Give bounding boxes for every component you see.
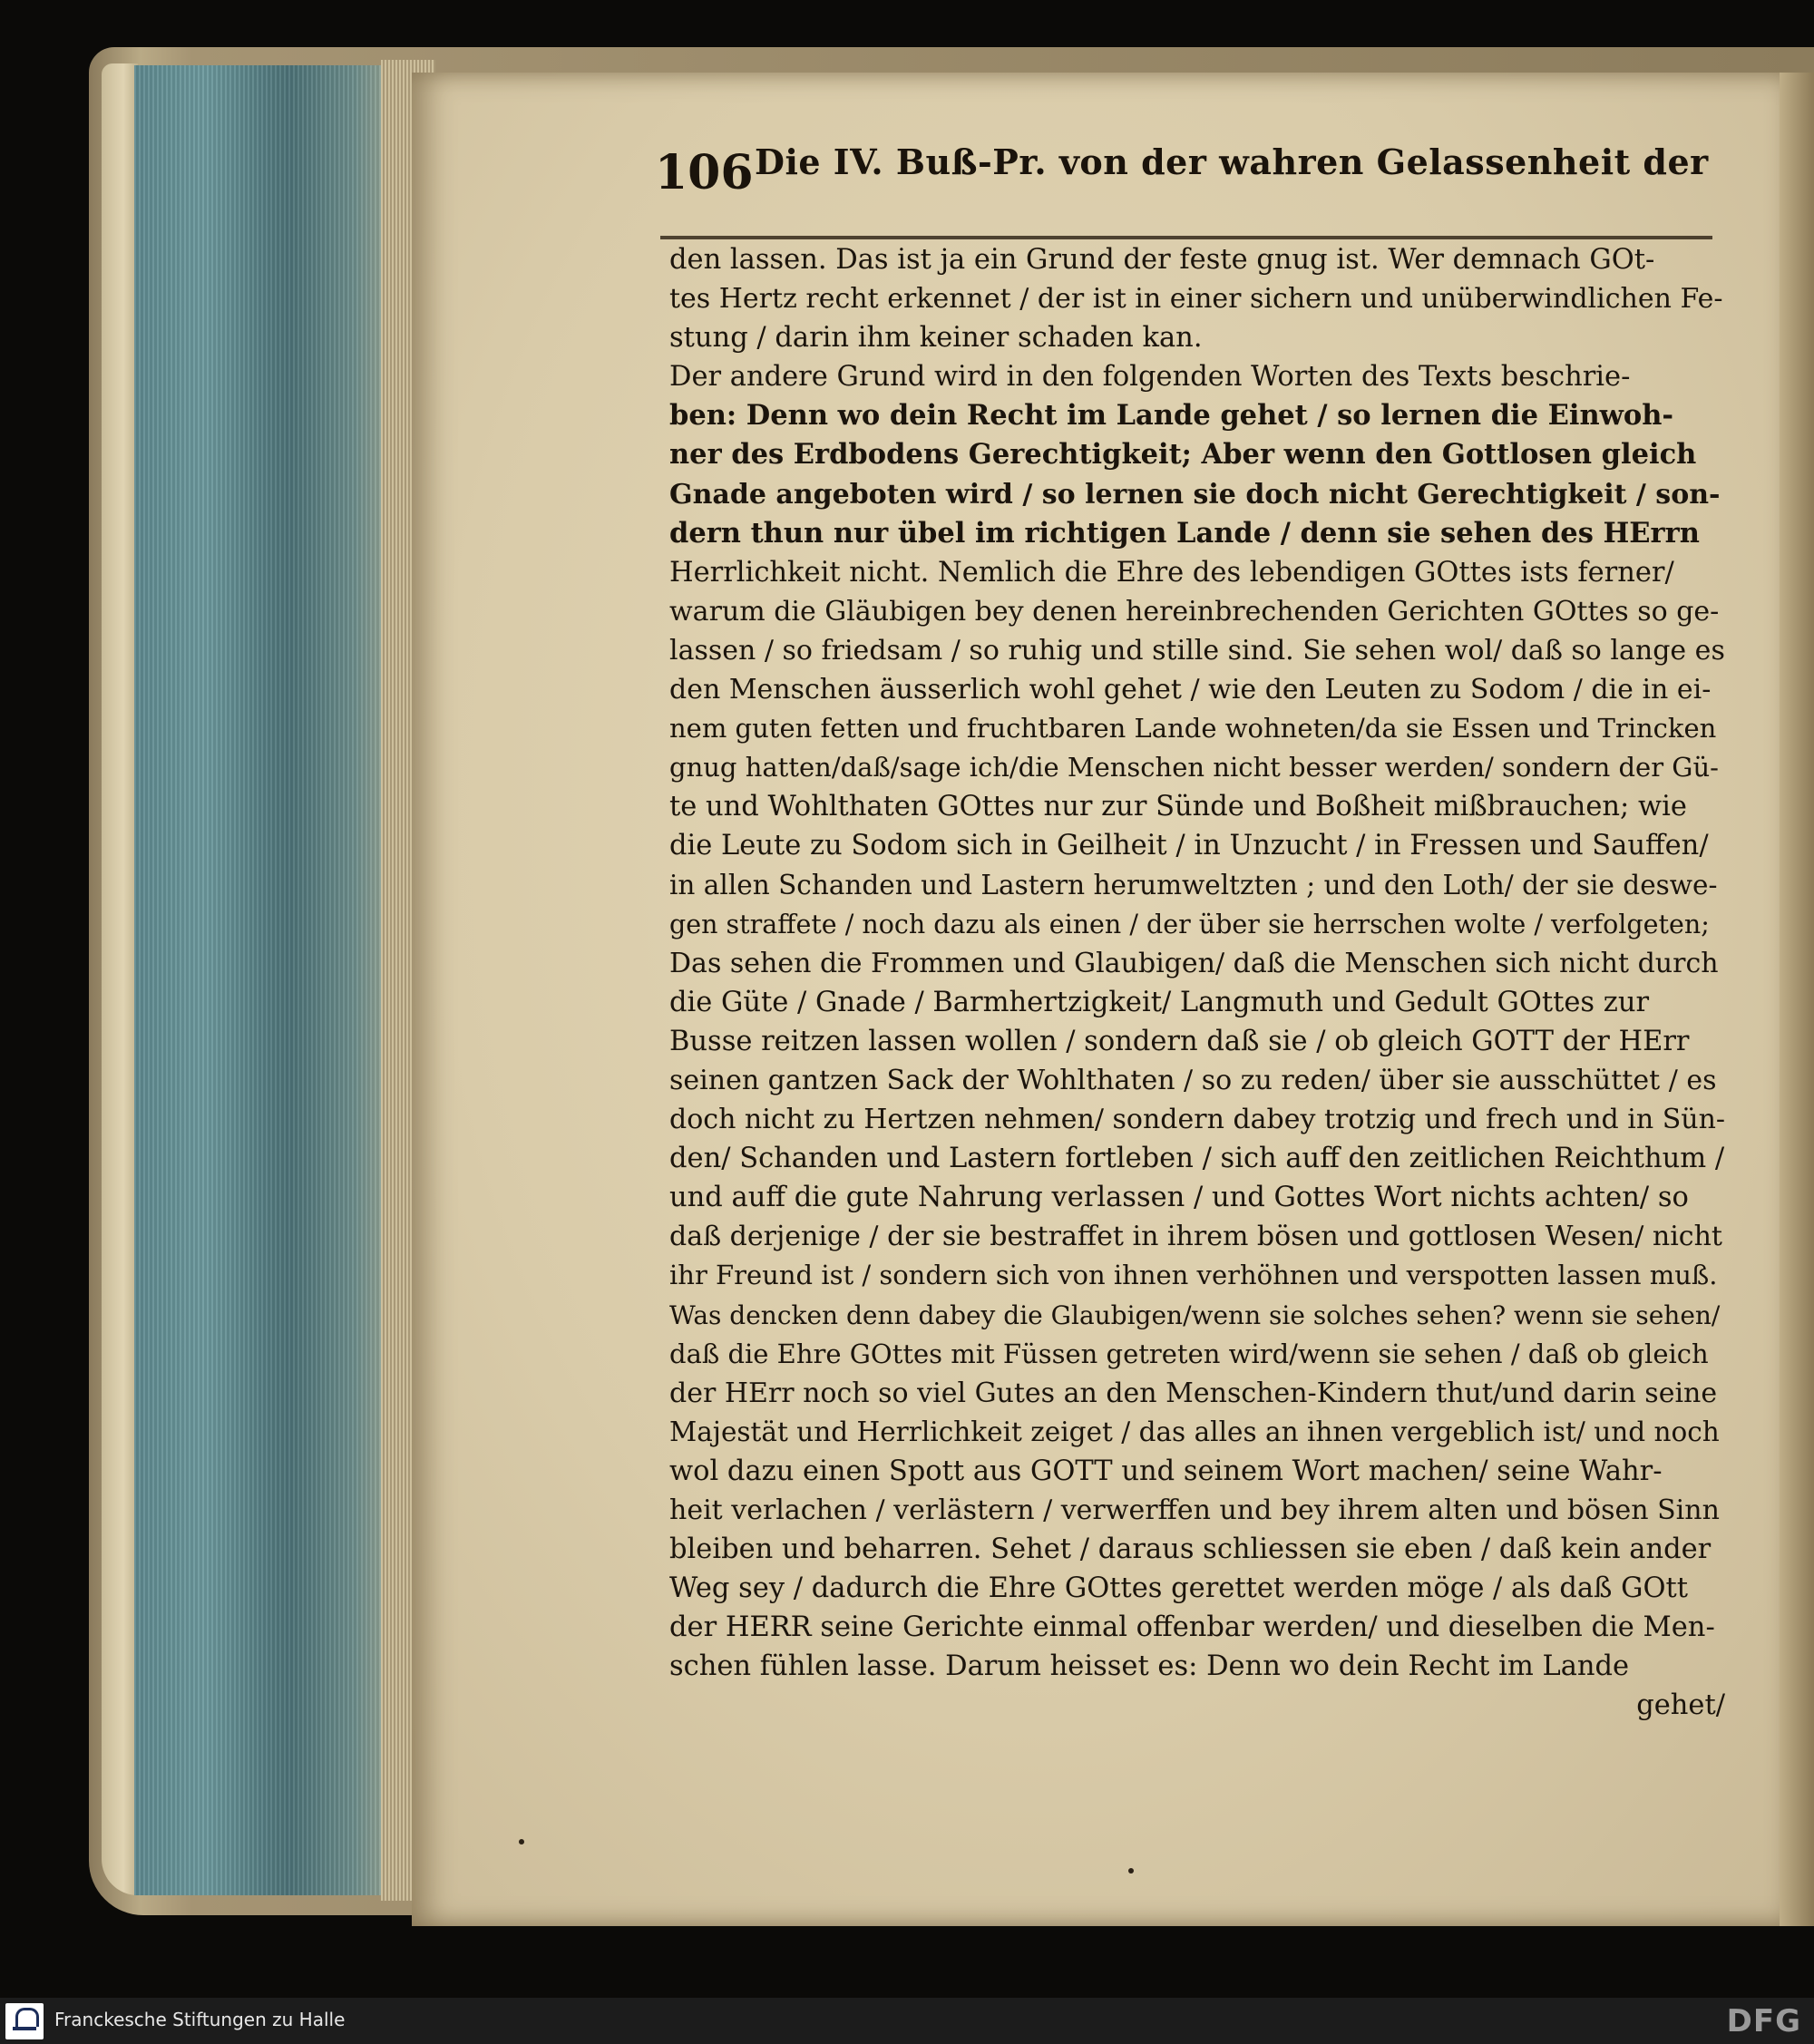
- text-line: wol dazu einen Spott aus GOTT und seinem Wort machen/ seine Wahr-: [669, 1455, 1663, 1487]
- text-line: bleiben und beharren. Sehet / daraus schliessen sie eben / daß kein ander: [669, 1533, 1712, 1566]
- header-rule: [660, 236, 1712, 239]
- text-line: und auff die gute Nahrung verlassen / und Gottes Wort nichts achten/ so: [669, 1182, 1689, 1214]
- text-line: Majestät und Herrlichkeit zeiget / das alles an ihnen vergeblich ist/ und noch: [669, 1416, 1720, 1447]
- institution-logo-icon[interactable]: [5, 2003, 44, 2039]
- page-header: [655, 136, 1714, 227]
- text-line: Herrlichkeit nicht. Nemlich die Ehre des lebendigen GOttes ists ferner/: [669, 556, 1674, 589]
- book-fore-edge: [134, 65, 415, 1895]
- text-line: ner des Erdbodens Gerechtigkeit; Aber wenn den Gottlosen gleich: [669, 438, 1697, 472]
- text-line: daß die Ehre GOttes mit Füssen getreten wird/wenn sie sehen / daß ob gleich: [669, 1338, 1709, 1369]
- text-line: den Menschen äusserlich wohl gehet / wie den Leuten zu Sodom / die in ei-: [669, 674, 1712, 706]
- text-line: gnug hatten/daß/sage ich/die Menschen nicht besser werden/ sondern der Gü-: [669, 752, 1719, 784]
- text-line: der HErr noch so viel Gutes an den Menschen-Kindern thut/und darin seine: [669, 1377, 1718, 1409]
- text-line: seinen gantzen Sack der Wohlthaten / so zu reden/ über sie ausschüttet / es: [669, 1064, 1717, 1096]
- text-line: lassen / so friedsam / so ruhig und stille sind. Sie sehen wol/ daß so lange es: [669, 634, 1725, 667]
- text-line: ihr Freund ist / sondern sich von ihnen verhöhnen und verspotten lassen muß.: [669, 1260, 1718, 1291]
- text-line: dern thun nur übel im richtigen Lande / denn sie sehen des HErrn: [669, 516, 1700, 550]
- text-line: tes Hertz recht erkennet / der ist in einer sichern und unüberwindlichen Fe-: [669, 283, 1723, 316]
- cover-edge: [102, 63, 138, 1895]
- text-line: heit verlachen / verlästern / verwerffen und bey ihrem alten und bösen Sinn: [669, 1494, 1720, 1526]
- text-line: stung / darin ihm keiner schaden kan.: [669, 322, 1203, 355]
- text-line: Busse reitzen lassen wollen / sondern daß sie / ob gleich GOTT der HErr: [669, 1025, 1690, 1057]
- text-line: doch nicht zu Hertzen nehmen/ sondern dabey trotzig und frech und in Sün-: [669, 1104, 1726, 1136]
- ink-speck: [1128, 1868, 1134, 1874]
- viewer-footer: [0, 1998, 1814, 2044]
- text-line: gen straffete / noch dazu als einen / der über sie herrschen wolte / verfolgeten;: [669, 909, 1710, 939]
- running-head: Die IV. Buß-Pr. von der wahren Gelassenheit der: [755, 141, 1709, 182]
- text-line: te und Wohlthaten GOttes nur zur Sünde und Boßheit mißbrauchen; wie: [669, 791, 1687, 823]
- text-line: den lassen. Das ist ja ein Grund der feste gnug ist. Wer demnach GOt-: [669, 244, 1655, 276]
- text-line: Der andere Grund wird in den folgenden Worten des Texts beschrie-: [669, 361, 1631, 394]
- page-right-edge: [1780, 73, 1814, 1926]
- body-text: [669, 240, 1725, 1726]
- text-line: in allen Schanden und Lastern herumweltzten ; und den Loth/ der sie deswe-: [669, 869, 1718, 900]
- catchword: gehet/: [1636, 1689, 1725, 1722]
- text-line: Gnade angeboten wird / so lernen sie doch nicht Gerechtigkeit / son-: [669, 478, 1721, 511]
- text-line: ben: Denn wo dein Recht im Lande gehet / so lernen die Einwoh-: [669, 399, 1674, 433]
- text-line: der HERR seine Gerichte einmal offenbar werden/ und dieselben die Men-: [669, 1611, 1715, 1644]
- text-line: die Güte / Gnade / Barmhertzigkeit/ Langmuth und Gedult GOttes zur: [669, 986, 1650, 1018]
- ink-speck: [519, 1839, 524, 1844]
- text-line: die Leute zu Sodom sich in Geilheit / in Unzucht / in Fressen und Sauffen/: [669, 830, 1709, 862]
- text-line: schen fühlen lasse. Darum heisset es: Denn wo dein Recht im Lande: [669, 1650, 1630, 1683]
- text-line: warum die Gläubigen bey denen hereinbrechenden Gerichten GOttes so ge-: [669, 595, 1720, 628]
- text-line: Das sehen die Frommen und Glaubigen/ daß die Menschen sich nicht durch: [669, 947, 1719, 979]
- page-number: 106: [655, 145, 754, 200]
- text-line: den/ Schanden und Lastern fortleben / sich auff den zeitlichen Reichthum /: [669, 1143, 1725, 1175]
- text-line: Was dencken denn dabey die Glaubigen/wenn sie solches sehen? wenn sie sehen/: [669, 1299, 1721, 1330]
- text-line: nem guten fetten und fruchtbaren Lande wohneten/da sie Essen und Trincken: [669, 713, 1717, 745]
- dfg-logo[interactable]: DFG: [1726, 2003, 1801, 2039]
- text-line: daß derjenige / der sie bestraffet in ihrem bösen und gottlosen Wesen/ nicht: [669, 1221, 1722, 1253]
- text-line: Weg sey / dadurch die Ehre GOttes gerettet werden möge / als daß GOtt: [669, 1572, 1688, 1605]
- institution-name[interactable]: Franckesche Stiftungen zu Halle: [54, 2009, 346, 2030]
